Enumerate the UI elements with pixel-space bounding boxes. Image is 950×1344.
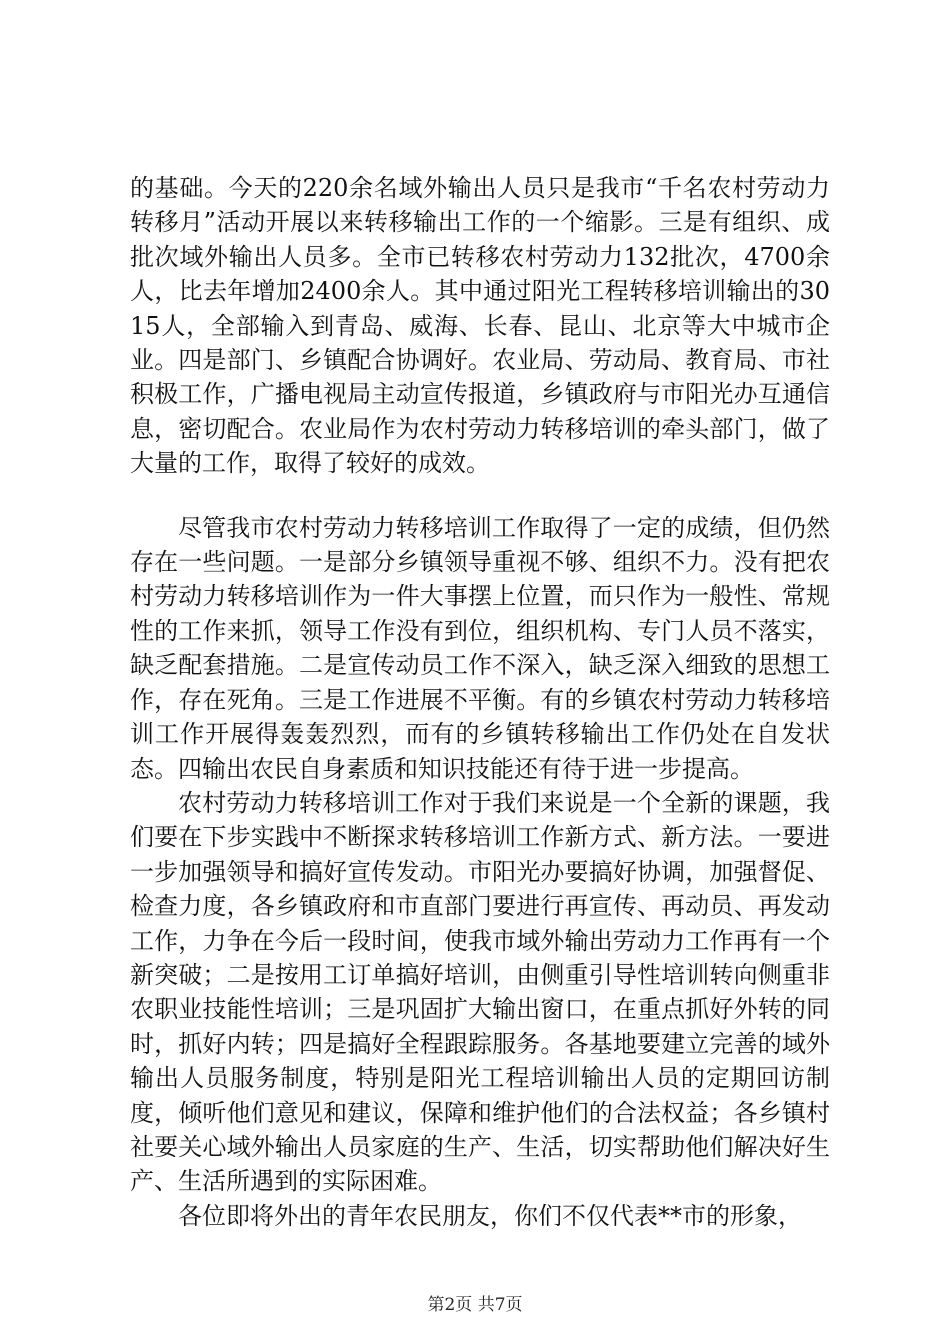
paragraph-4: 各位即将外出的青年农民朋友，你们不仅代表**市的形象， bbox=[178, 1201, 802, 1230]
document-body bbox=[130, 171, 830, 1233]
paragraph-2: 尽管我市农村劳动力转移培训工作取得了一定的成绩，但仍然存在一些问题。一是部分乡镇领导重视不够、组织不力。没有把农村劳动力转移培训作为一件大事摆上位置，而只作为一般性、常规性的工作来抓，领导工作没有到位，组织机构、专门人员不落实，缺乏配套措施。二是宣传动员工作不深入，缺乏深入细致的思想工作，存在死角。三是工作进展不平衡。有的乡镇农村劳动力转移培训工作开展得轰轰烈烈，而有的乡镇转移输出工作仍处在自发状态。四输出农民自身素质和知识技能还有待于进一步提高。 bbox=[130, 513, 830, 783]
paragraph-3: 农村劳动力转移培训工作对于我们来说是一个全新的课题，我们要在下步实践中不断探求转移培训工作新方式、新方法。一要进一步加强领导和搞好宣传发动。市阳光办要搞好协调，加强督促、检查力度，各乡镇政府和市直部门要进行再宣传、再动员、再发动工作，力争在今后一段时间，使我市域外输出劳动力工作再有一个新突破；二是按用工订单搞好培训，由侧重引导性培训转向侧重非农职业技能性培训；三是巩固扩大输出窗口，在重点抓好外转的同时，抓好内转；四是搞好全程跟踪服务。各基地要建立完善的域外输出人员服务制度，特别是阳光工程培训输出人员的定期回访制度，倾听他们意见和建议，保障和维护他们的合法权益；各乡镇村社要关心域外输出人员家庭的生产、生活，切实帮助他们解决好生产、生活所遇到的实际困难。 bbox=[130, 788, 830, 1196]
page-number-footer: 第2页 共7页 bbox=[427, 1295, 523, 1315]
paragraph-1: 的基础。今天的220余名域外输出人员只是我市“千名农村劳动力转移月”活动开展以来转移输出工作的一个缩影。三是有组织、成批次域外输出人员多。全市已转移农村劳动力132批次，4700余人，比去年增加2400余人。其中通过阳光工程转移培训输出的3015人，全部输入到青岛、威海、长春、昆山、北京等大中城市企业。四是部门、乡镇配合协调好。农业局、劳动局、教育局、市社积极工作，广播电视局主动宣传报道，乡镇政府与市阳光办互通信息，密切配合。农业局作为农村劳动力转移培训的牵头部门，做了大量的工作，取得了较好的成效。 bbox=[130, 174, 830, 478]
